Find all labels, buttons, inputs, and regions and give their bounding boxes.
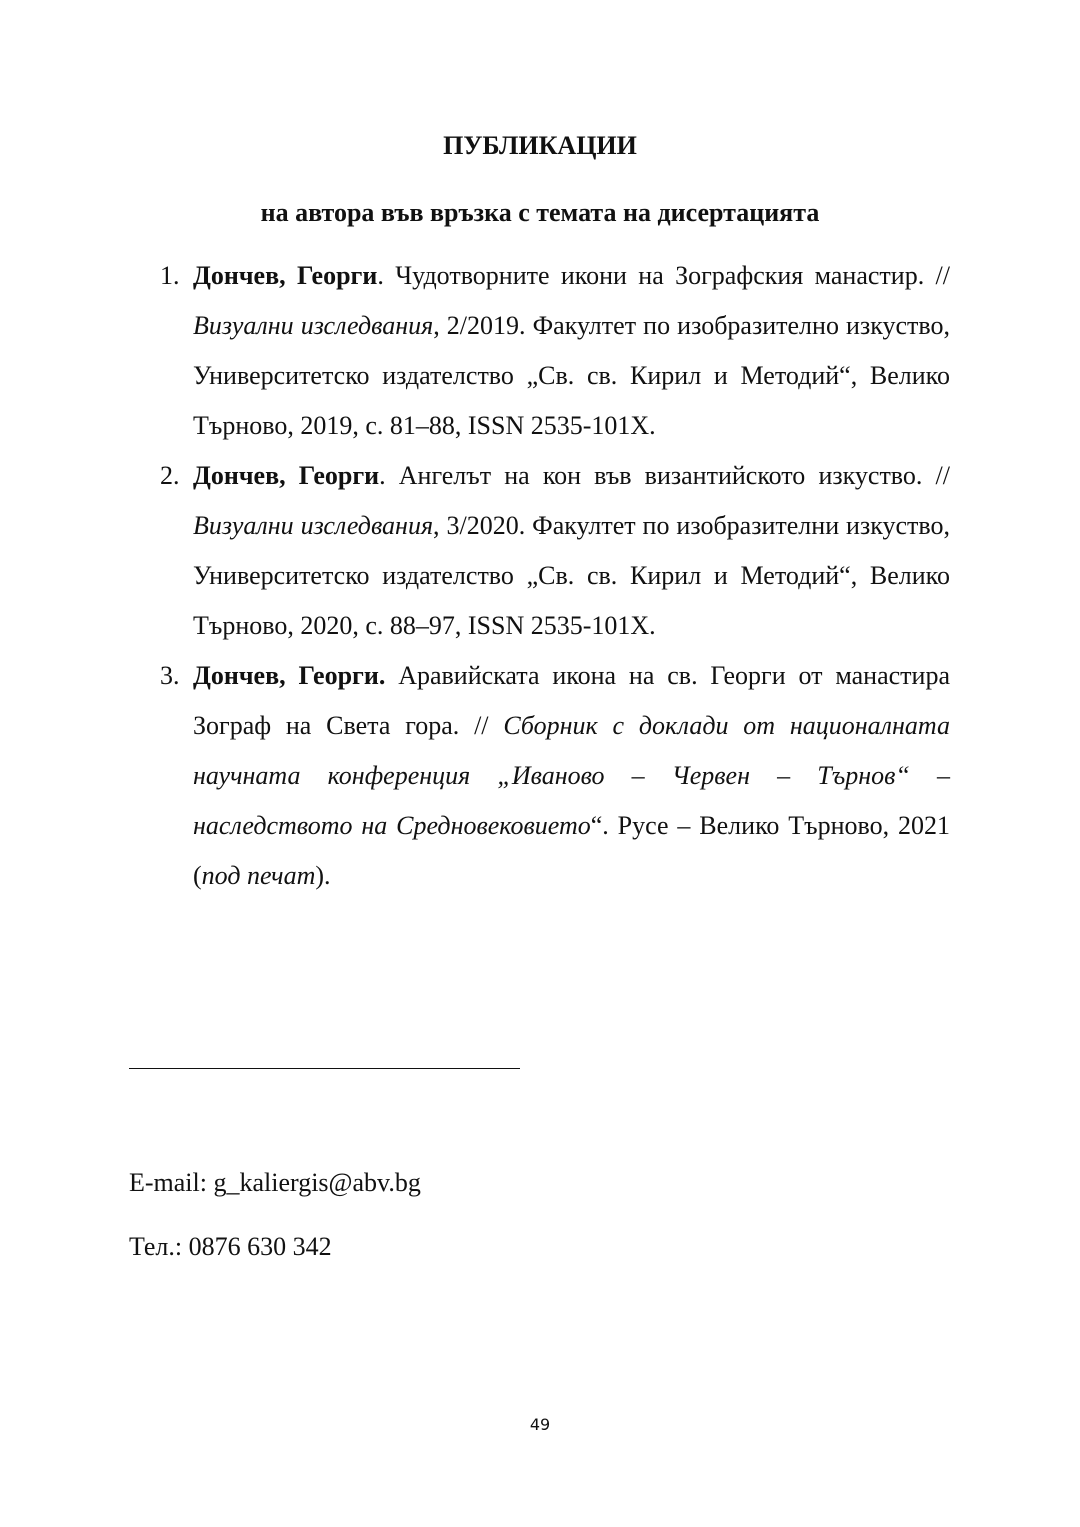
publication-end: ). [315, 861, 331, 890]
publication-title: . Чудотворните икони на Зографския манастир. // [377, 261, 950, 290]
publication-details: , 3/2020. Факултет по изобразителни изкуство, Университетско издателство „Св. св. Кирил и Методий“, Велико Търново, 2020, с. 88–97, ISSN 2535-101X. [193, 511, 951, 640]
publication-collection: Сборник с доклади от националната научната конференция „Иваново – Червен – Търнов“ – наследството на Средновековието [193, 711, 950, 840]
publication-title: Аравийската икона на св. Георги от манастира Зограф на Света гора. // [193, 661, 950, 740]
page-number: 49 [529, 1415, 551, 1434]
publication-author: Дончев, Георги [193, 261, 378, 290]
publication-details: “. Русе – Велико Търново, 2021 ( [193, 811, 950, 890]
publication-author: Дончев, Георги. [193, 661, 386, 690]
publication-issn: ISSN 2535-101X. [467, 411, 656, 440]
publication-journal: Визуални изследвания [193, 511, 434, 540]
publication-details: , 2/2019. Факултет по изобразително изкуство, Университетско издателство „Св. св. Кирил и Методий“, Велико Търново, 2019, с. 81–88, [193, 311, 950, 440]
publication-item [160, 651, 950, 901]
page-subtitle: на автора във връзка с темата на дисертацията [260, 198, 820, 227]
publication-item [160, 451, 951, 651]
publication-journal: Визуални изследвания [193, 311, 434, 340]
publication-list [160, 251, 951, 901]
contact-email: E-mail: g_kaliergis@abv.bg [129, 1168, 421, 1197]
publication-number: 3. [160, 661, 180, 690]
publication-item [160, 251, 950, 451]
publication-title: . Ангелът на кон във византийското изкуство. // [379, 461, 950, 490]
publication-status: под печат [201, 861, 316, 890]
separator-line [129, 1068, 520, 1069]
page-title: ПУБЛИКАЦИИ [443, 131, 637, 160]
publication-number: 1. [160, 261, 180, 290]
contact-phone: Тел.: 0876 630 342 [129, 1232, 332, 1261]
publication-number: 2. [160, 461, 180, 490]
publication-author: Дончев, Георги [193, 461, 380, 490]
